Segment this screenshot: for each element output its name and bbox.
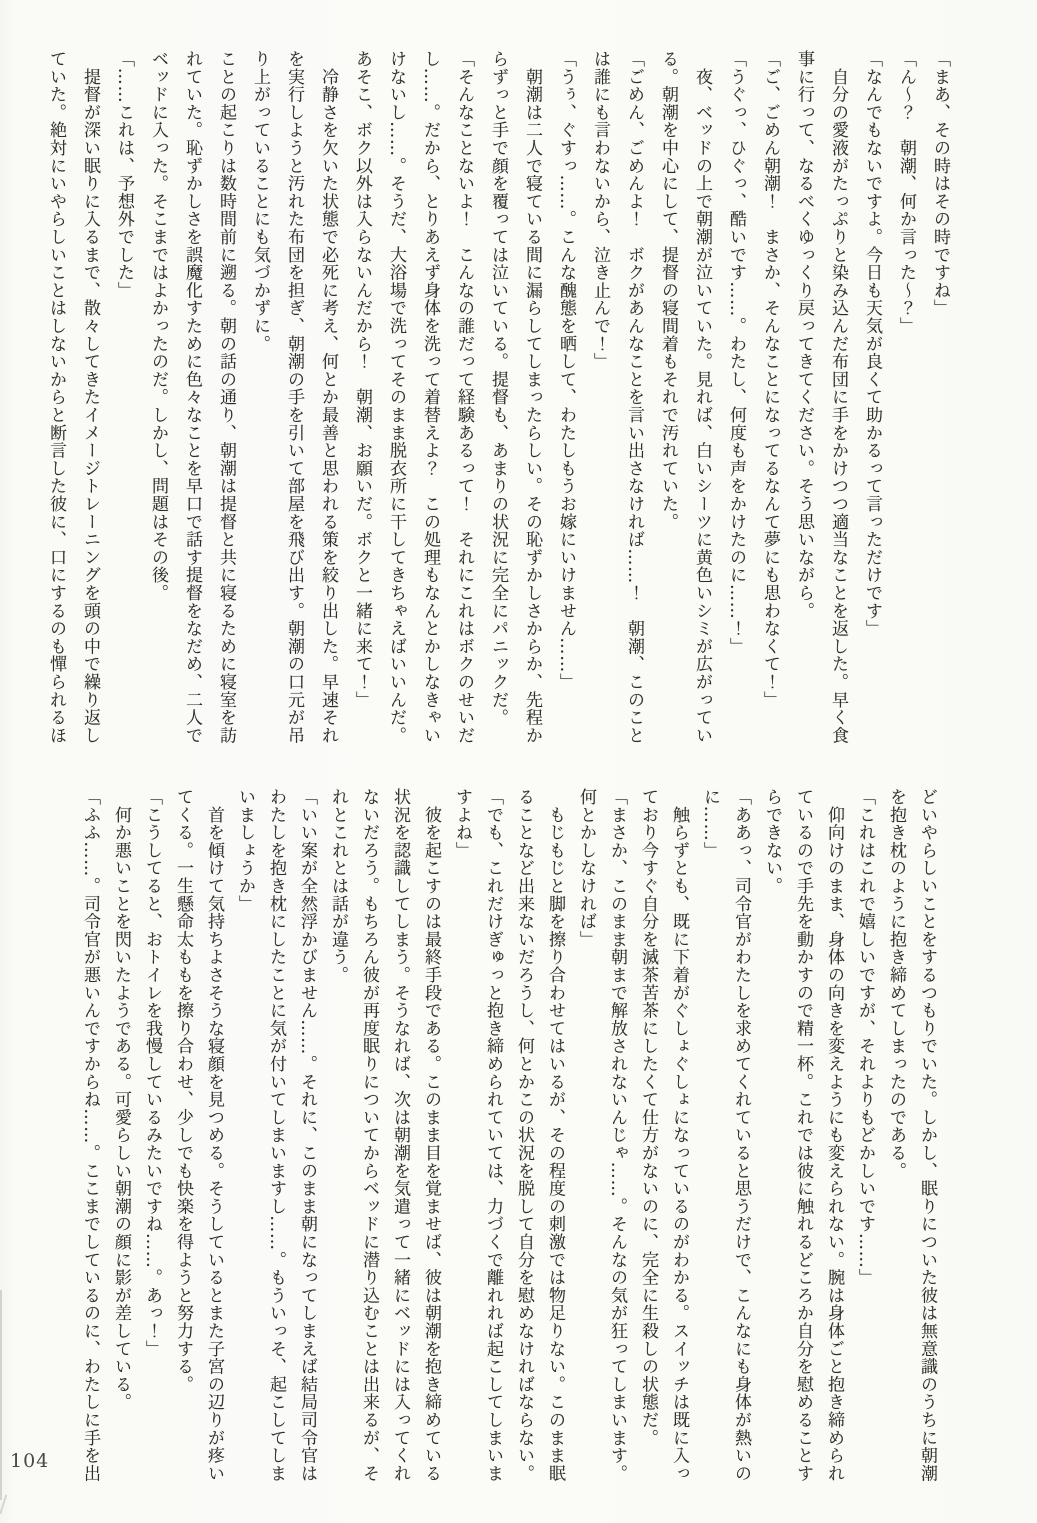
text-column: 「これはこれで嬉しいですが、それよりもどかしいです……」 — [855, 788, 875, 1287]
text-column: し……。だから、とりあえず身体を洗って着替えよ？ この処理もなんとかしなきゃい — [420, 50, 440, 745]
text-column: 自分の愛液がたっぷりと染み込んだ布団に手をかけつつ適当なことを返した。早く食 — [828, 50, 848, 745]
text-column: 朝潮は二人で寝ている間に漏らしてしまったらしい。その恥ずかしさからか、先程か — [522, 50, 542, 745]
text-column: 「なんでもないですよ。今日も天気が良くて助かるって言っただけです」 — [862, 50, 882, 638]
text-column: を抱き枕のように抱き締めてしまったのである。 — [886, 788, 906, 1180]
text-column: らずっと手で顔を覆っては泣いている。提督も、あまりの状況に完全にパニックだ。 — [488, 50, 508, 727]
text-column: てくる。一生懸命太ももを擦り合わせ、少しでも快楽を得ようと努力する。 — [173, 788, 193, 1394]
text-column: どいやらしいことをするつもりでいた。しかし、眠りについた彼は無意識のうちに朝潮 — [917, 788, 937, 1483]
text-column: 何とかしなければ」 — [576, 788, 596, 949]
text-column: 事に行って、なるべくゆっくり戻ってきてください。そう思いながら。 — [794, 50, 814, 620]
text-block-top — [39, 50, 957, 750]
text-column: 「うぅ、ぐすっ……。こんな醜態を晒して、わたしもうお嫁にいけません……」 — [556, 50, 576, 691]
text-column: を実行しようと汚れた布団を担ぎ、朝潮の手を引いて部屋を飛び出す。朝潮の口元が吊 — [284, 50, 304, 745]
text-column: に……」 — [700, 788, 720, 860]
text-column: 「ふふ……。司令官が悪いんですからね……。ここまでしているのに、わたしに手を出 — [80, 788, 100, 1483]
text-column: 提督が深い眠りに入るまで、散々してきたイメージトレーニングを頭の中で繰り返し — [80, 50, 100, 745]
scan-artifact-corner — [0, 1495, 17, 1518]
text-column: ことの起こりは数時間前に遡る。朝の話の通り、朝潮は提督と共に寝るために寝室を訪 — [216, 50, 236, 745]
text-column: 「……これは、予想外でした」 — [114, 50, 134, 300]
text-column: ているので手先を動かすので精一杯。これでは彼に触れるどころか自分を慰めることす — [793, 788, 813, 1483]
text-column: 「ん～？ 朝潮、何か言った～？」 — [896, 50, 916, 335]
text-column: 冷静さを欠いた状態で必死に考え、何とか最善と思われる策を絞り出した。早速それ — [318, 50, 338, 745]
text-column: ており今すぐ自分を滅茶苦茶にしたくて仕方がないのに、完全に生殺しの状態だ。 — [638, 788, 658, 1447]
text-column: る。朝潮を中心にして、提督の寝間着もそれで汚れていた。 — [658, 50, 678, 531]
text-column: れとこれとは話が違う。 — [328, 788, 348, 984]
text-column: けないし……。そうだ、大浴場で洗ってそのまま脱衣所に干してきちゃえばいいんだ。 — [386, 50, 406, 745]
text-column: すよね」 — [452, 788, 472, 860]
text-column: 「いい案が全然浮かびません……。それに、このまま朝になってしまえば結局司令官は — [297, 788, 317, 1483]
text-column: 触らずとも、既に下着がぐしょぐしょになっているのがわかる。スイッチは既に入っ — [669, 788, 689, 1483]
page-number: 104 — [10, 1450, 50, 1472]
text-column: 夜、ベッドの上で朝潮が泣いていた。見れば、白いシーツに黄色いシミが広がってい — [692, 50, 712, 745]
text-column: 彼を起こすのは最終手段である。このまま目を覚ませば、彼は朝潮を抱き締めている — [421, 788, 441, 1483]
text-block-bottom — [74, 788, 942, 1488]
text-column: 「こうしてると、おトイレを我慢しているみたいですね……。あっ！」 — [142, 788, 162, 1358]
text-column: 状況を認識してしまう。そうなれば、次は朝潮を気遣って一緒にベッドには入ってくれ — [390, 788, 410, 1483]
text-column: 「ごめん、ごめんよ！ ボクがあんなことを言い出さなければ……！ 朝潮、このこと — [624, 50, 644, 745]
text-column: らできない。 — [762, 788, 782, 895]
text-column: ないだろう。もちろん彼が再度眠りについてからベッドに潜り込むことは出来るが、そ — [359, 788, 379, 1483]
text-column: 「ああっ、司令官がわたしを求めてくれていると思うだけで、こんなにも身体が熱いの — [731, 788, 751, 1483]
text-column: 「まさか、このまま朝まで解放されないんじゃ……。そんなの気が狂ってしまいます。 — [607, 788, 627, 1483]
text-column: 仰向けのまま、身体の向きを変えようにも変えられない。腕は身体ごと抱き締められ — [824, 788, 844, 1483]
text-column: ることなど出来ないだろうし、何とかこの状況を脱して自分を慰めなければならない。 — [514, 788, 534, 1483]
text-column: いましょうか」 — [235, 788, 255, 913]
text-column: 「まあ、その時はその時ですね」 — [930, 50, 950, 317]
text-column: わたしを抱き枕にしたことに気が付いてしまいますし……。もういっそ、起こしてしま — [266, 788, 286, 1483]
text-column: もじもじと脚を擦り合わせてはいるが、その程度の刺激では物足りない。このまま眠 — [545, 788, 565, 1483]
scan-artifact-edge — [0, 1290, 2, 1500]
text-column: ベッドに入った。そこまではよかったのだ。しかし、問題はその後。 — [148, 50, 168, 602]
text-column: り上がっていることにも気づかずに。 — [250, 50, 270, 353]
text-column: 何か悪いことを閃いたようである。可愛らしい朝潮の顔に影が差している。 — [111, 788, 131, 1411]
text-column: 「ご、ごめん朝潮！ まさか、そんなことになってるなんて夢にも思わなくて！」 — [760, 50, 780, 709]
text-column: は誰にも言わないから、泣き止んで！」 — [590, 50, 610, 371]
text-column: 「そんなことないよ！ こんなの誰だって経験あるって！ それにこれはボクのせいだ — [454, 50, 474, 745]
text-column: ていた。絶対にいやらしいことはしないからと断言した彼に、口にするのも憚られるほ — [46, 50, 66, 745]
text-column: あそこ、ボク以外は入らないんだから！ 朝潮、お願いだ。ボクと一緒に来て！」 — [352, 50, 372, 709]
text-column: れていた。恥ずかしさを誤魔化すために色々なことを早口で話す提督をなだめ、二人で — [182, 50, 202, 745]
text-column: 首を傾けて気持ちよさそうな寝顔を見つめる。そうしているとまた子宮の辺りが疼い — [204, 788, 224, 1483]
text-column: 「でも、これだけぎゅっと抱き締められていては、力づくで離れれば起こしてしまいま — [483, 788, 503, 1483]
text-column: 「うぐっ、ひぐっ、酷いです……。わたし、何度も声をかけたのに……！」 — [726, 50, 746, 656]
